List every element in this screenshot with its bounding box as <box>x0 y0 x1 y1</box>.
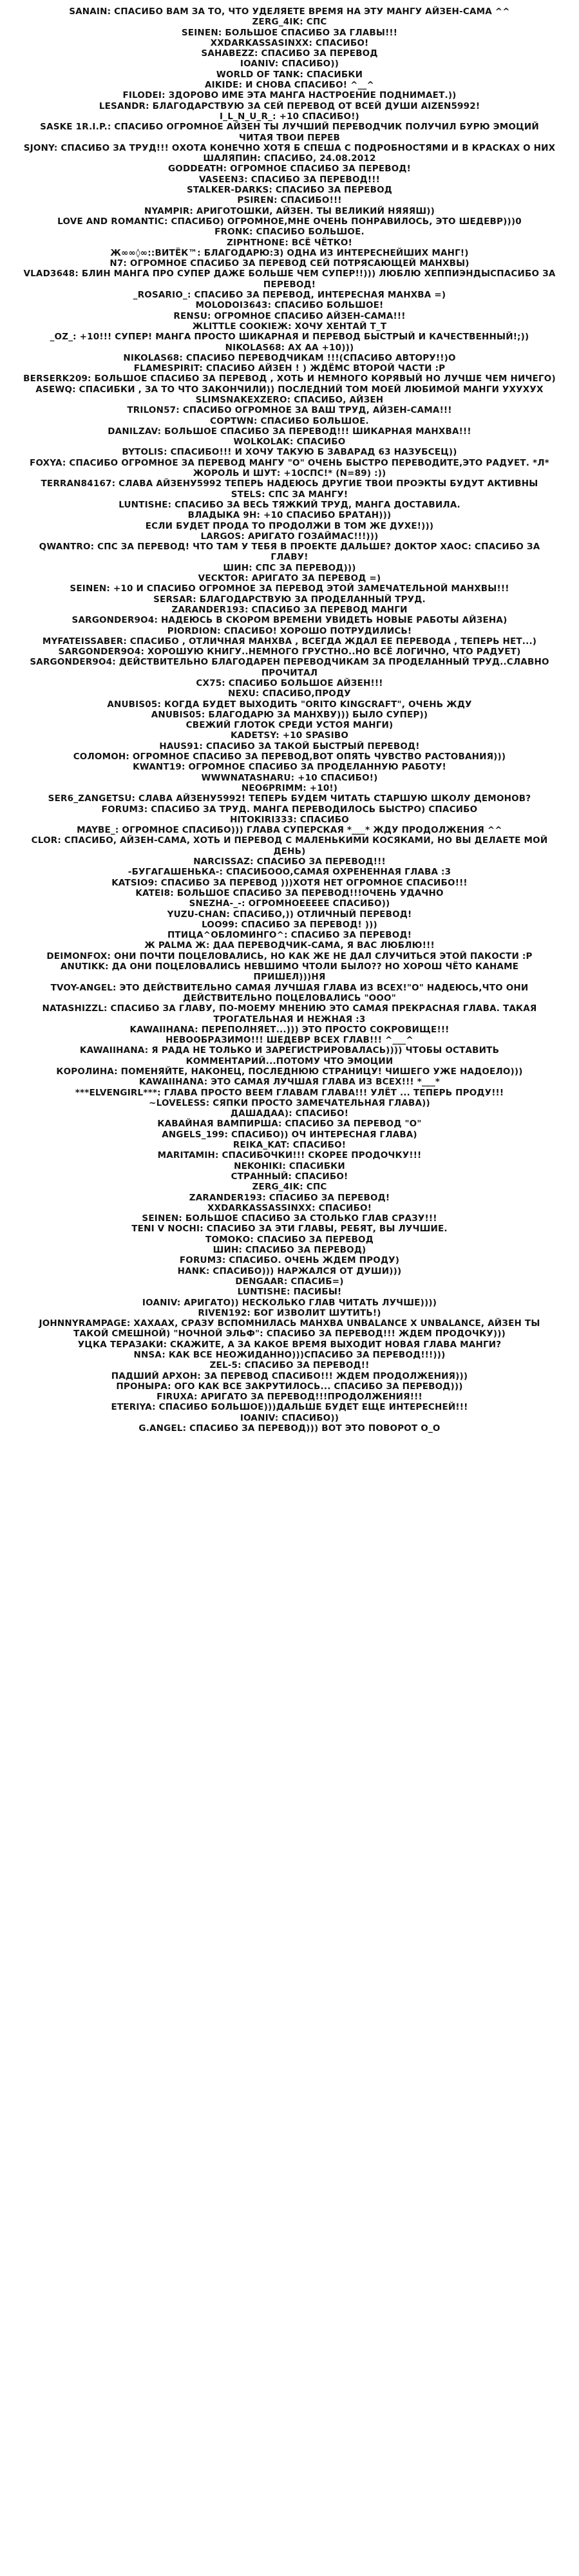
comment-line: SANAIN: СПАСИБО ВАМ ЗА ТО, ЧТО УДЕЛЯЕТЕ ВРЕМЯ НА ЭТУ МАНГУ АЙЗЕН-САМА ^^ <box>69 6 510 17</box>
comment-line: XXDARKASSASINXX: СПАСИБО! <box>210 37 369 48</box>
comment-line: DENGAAR: СПАСИБ=) <box>235 1276 344 1287</box>
comment-line: SEINEN: БОЛЬШОЕ СПАСИБО ЗА СТОЛЬКО ГЛАВ СРАЗУ!!! <box>142 1213 437 1224</box>
comment-line: REIKA_KAT: СПАСИБО! <box>233 1140 346 1151</box>
comment-line: ***ELVENGIRL***: ГЛАВА ПРОСТО ВЕЕМ ГЛАВАМ ГЛАВА!!! УЛЁТ ... ТЕПЕРЬ ПРОДУ!!! <box>75 1087 504 1098</box>
comment-line: SEINEN: +10 И СПАСИБО ОГРОМНОЕ ЗА ПЕРЕВОД ЭТОЙ ЗАМЕЧАТЕЛЬНОЙ МАНХВЫ!!! <box>70 583 509 594</box>
comment-line: ПАДШИЙ АРХОН: ЗА ПЕРЕВОД СПАСИБО!!! ЖДЕМ ПРОДОЛЖЕНИЯ))) <box>111 1370 468 1381</box>
comment-line: WORLD OF TANK: СПАСИБКИ <box>216 69 363 80</box>
comment-line: MOLODOI3643: СПАСИБО БОЛЬШОЕ! <box>195 300 384 311</box>
comment-line: FORUM3: СПАСИБО. ОЧЕНЬ ЖДЕМ ПРОДУ) <box>179 1255 400 1266</box>
comment-line: NARCISSAZ: СПАСИБО ЗА ПЕРЕВОД!!! <box>193 857 386 867</box>
comment-line: ШИН: СПС ЗА ПЕРЕВОД))) <box>223 562 356 573</box>
comment-line: ZERG_4IK: СПС <box>252 1182 327 1193</box>
comment-line: IOANIV: СПАСИБО)) <box>240 59 339 70</box>
comment-line: LOVE AND ROMANTIC: СПАСИБО) ОГРОМНОЕ,МНЕ ОЧЕНЬ ПОНРАВИЛОСЬ, ЭТО ШЕДЕВР)))0 <box>57 216 522 227</box>
comment-line: Ж PALMA Ж: ДАА ПЕРЕВОДЧИК-САМА, Я ВАС ЛЮБЛЮ!!! <box>144 940 435 951</box>
comment-line: XXDARKASSASSINXX: СПАСИБО! <box>207 1202 372 1213</box>
comment-line: KADETSY: +10 SPASIBO <box>230 730 349 741</box>
comment-line: NEO6PRIMM: +10!) <box>241 782 338 793</box>
comment-line: НЕВООБРАЗИМО!!! ШЕДЕВР ВСЕХ ГЛАВ!!! ^___^ <box>166 1035 413 1046</box>
comment-line: ETERIYA: СПАСИБО БОЛЬШОЕ)))ДАЛЬШЕ БУДЕТ ЕЩЕ ИНТЕРЕСНЕЙ!!! <box>111 1402 468 1413</box>
comment-line: ДАШАДАА): СПАСИБО! <box>230 1108 349 1119</box>
comment-line: TENI V NOCHI: СПАСИБО ЗА ЭТИ ГЛАВЫ, РЕБЯТ, ВЫ ЛУЧШИЕ. <box>131 1224 448 1235</box>
comment-line: NEXU: СПАСИБО,ПРОДУ <box>228 688 351 699</box>
comment-line: ZARANDER193: СПАСИБО ЗА ПЕРЕВОД! <box>189 1192 390 1203</box>
comment-line: JOHNNYRAMPAGE: ХАХААХ, СРАЗУ ВСПОМНИЛАСЬ МАНХВА UNBALANCE X UNBALANCE, АЙЗЕН ТЫ ТАКОЙ СМЕШНОЙ) "НОЧНОЙ ЭЛЬФ": СПАСИБО ЗА ПЕРЕВОД!!! ЖДЕМ ПРОДОЧКУ))) <box>39 1318 544 1340</box>
comment-line: ZEL-5: СПАСИБО ЗА ПЕРЕВОД!! <box>209 1360 370 1371</box>
comment-line: VECKTOR: АРИГАТО ЗА ПЕРЕВОД =) <box>198 573 381 584</box>
comment-line: LARGOS: АРИГАТО ГОЗАЙМАС!!!))) <box>200 531 379 542</box>
comment-line: STALKER-DARKS: СПАСИБО ЗА ПЕРЕВОД <box>186 185 393 196</box>
comment-line: VLAD3648: БЛИН МАНГА ПРО СУПЕР ДАЖЕ БОЛЬШЕ ЧЕМ СУПЕР!!))) ЛЮБЛЮ ХЕППИЭНДЫСПАСИБО ЗА ПЕРЕВОД! <box>23 269 559 290</box>
comment-line: NIKOLAS68: СПАСИБО ПЕРЕВОДЧИКАМ !!!(СПАСИБО АВТОРУ!!)О <box>123 352 456 363</box>
comment-line: HITOKIRI333: СПАСИБО <box>230 814 349 825</box>
comment-line: GODDEATH: ОГРОМНОЕ СПАСИБО ЗА ПЕРЕВОД! <box>167 164 412 175</box>
comment-line: ПРОНЫРА: ОГО КАК ВСЕ ЗАКРУТИЛОСЬ... СПАСИБО ЗА ПЕРЕВОД))) <box>116 1381 463 1392</box>
comment-line: PSIREN: СПАСИБО!!! <box>237 195 342 206</box>
comment-line: G.ANGEL: СПАСИБО ЗА ПЕРЕВОД))) ВОТ ЭТО ПОВОРОТ О_О <box>138 1423 441 1434</box>
comment-line: DANILZAV: БОЛЬШОЕ СПАСИБО ЗА ПЕРЕВОД!!! ШИКАРНАЯ МАНХВА!!! <box>108 426 471 437</box>
comment-line: PIORDION: СПАСИБО! ХОРОШО ПОТРУДИЛИСЬ! <box>167 625 412 636</box>
comment-line: WWWNATASHARU: +10 СПАСИБО!) <box>201 772 378 783</box>
comment-line: SNEZHA-_-: ОГРОМНОЕЕЕЕЕ СПАСИБО)) <box>189 898 390 909</box>
comment-line: MARITAMIH: СПАСИБОЧКИ!!! СКОРЕЕ ПРОДОЧКУ!!! <box>157 1150 422 1161</box>
comment-line: KAWAIIHANA: ПЕРЕПОЛНЯЕТ...))) ЭТО ПРОСТО СОКРОВИЩЕ!!! <box>129 1024 450 1035</box>
comment-list <box>23 6 559 1434</box>
comment-line: ZIPHTHONE: ВСЁ ЧЁТКО! <box>227 237 352 248</box>
comment-line: CLOR: СПАСИБО, АЙЗЕН-САМА, ХОТЬ И ПЕРЕВОД С МАЛЕНЬКИМИ КОСЯКАМИ, НО ВЫ ДЕЛАЕТЕ МОЙ ДЕНЬ) <box>31 835 551 857</box>
comment-line: RIVEN192: БОГ ИЗВОЛИТ ШУТИТЬ!) <box>198 1307 381 1318</box>
comment-line: ШИН: СПАСИБО ЗА ПЕРЕВОД) <box>213 1245 366 1256</box>
comment-line: FRONK: СПАСИБО БОЛЬШОЕ. <box>214 227 365 238</box>
comment-line: FIRUXA: АРИГАТО ЗА ПЕРЕВОД!!!ПРОДОЛЖЕНИЯ!!! <box>157 1392 422 1403</box>
comment-line: FOXYA: СПАСИБО ОГРОМНОЕ ЗА ПЕРЕВОД МАНГУ "О" ОЧЕНЬ БЫСТРО ПЕРЕВОДИТЕ,ЭТО РАДУЕТ. *Л* <box>30 457 549 468</box>
comment-line: I_L_N_U_R_: +10 СПАСИБО!) <box>220 111 359 122</box>
comment-line: FORUM3: СПАСИБО ЗА ТРУД. МАНГА ПЕРЕВОДИЛОСЬ БЫСТРО) СПАСИБО <box>101 804 478 815</box>
comment-line: СВЕЖИЙ ГЛОТОК СРЕДИ УСТОЯ МАНГИ) <box>185 720 394 731</box>
comment-line: -БУГАГАШЕНЬКА-: СПАСИБООО,САМАЯ ОХРЕНЕННАЯ ГЛАВА :3 <box>128 867 451 878</box>
comment-line: SAHABEZZ: СПАСИБО ЗА ПЕРЕВОД <box>201 48 378 59</box>
comment-line: VASEEN3: СПАСИБО ЗА ПЕРЕВОД!!! <box>199 174 380 185</box>
comment-line: WOLKOLAK: СПАСИБО <box>233 437 346 448</box>
comment-line: NATASHIZZL: СПАСИБО ЗА ГЛАВУ, ПО-МОЕМУ МНЕНИЮ ЭТО САМАЯ ПРЕКРАСНАЯ ГЛАВА. ТАКАЯ ТРОГАТЕЛЬНАЯ И НЕЖНАЯ :3 <box>42 1003 540 1025</box>
comment-line: TERRAN84167: СЛАВА АЙЗЕНУ5992 ТЕПЕРЬ НАДЕЮСЬ ДРУГИЕ ТВОИ ПРОЭКТЫ БУДУТ АКТИВНЫ <box>41 478 538 489</box>
comment-line: RENSU: ОГРОМНОЕ СПАСИБО АЙЗЕН-САМА!!! <box>173 310 406 321</box>
comment-line: DEIMONFOX: ОНИ ПОЧТИ ПОЦЕЛОВАЛИСЬ, НО КАК ЖЕ НЕ ДАЛ СЛУЧИТЬСЯ ЭТОЙ ПАКОСТИ :Р <box>46 951 533 961</box>
comment-line: СТРАННЫЙ: СПАСИБО! <box>231 1171 348 1182</box>
comment-line: ТОМОКО: СПАСИБО ЗА ПЕРЕВОД <box>205 1234 374 1245</box>
comment-line: СОЛОМОН: ОГРОМНОЕ СПАСИБО ЗА ПЕРЕВОД,ВОТ ОПЯТЬ ЧУВСТВО РАСТОВАНИЯ))) <box>73 752 506 762</box>
comment-line: ASEWQ: СПАСИБКИ , ЗА ТО ЧТО ЗАКОНЧИЛИ)) ПОСЛЕДНИЙ ТОМ МОЕЙ ЛЮБИМОЙ МАНГИ УХУХУХ <box>35 384 544 395</box>
comment-line: LUNTISHE: СПАСИБО ЗА ВЕСЬ ТЯЖКИЙ ТРУД, МАНГА ДОСТАВИЛА. <box>119 499 460 510</box>
comment-line: ЖОРОЛЬ И ШУТ: +10СПС!* (N=89) :)) <box>193 468 386 479</box>
comment-line: BERSERK209: БОЛЬШОЕ СПАСИБО ЗА ПЕРЕВОД , ХОТЬ И НЕМНОГО КОРЯВЫЙ НО ЛУЧШЕ ЧЕМ НИЧЕГО) <box>23 374 556 384</box>
comment-line: KATSIO9: СПАСИБО ЗА ПЕРЕВОД )))ХОТЯ НЕТ ОГРОМНОЕ СПАСИБО!!! <box>111 877 468 888</box>
comment-line: ANUBIS05: БЛАГОДАРЮ ЗА МАНХВУ))) БЫЛО СУПЕР)) <box>151 709 428 720</box>
comment-line: ANGELS_199: СПАСИБО)) ОЧ ИНТЕРЕСНАЯ ГЛАВА) <box>162 1129 417 1140</box>
comment-line: КАВАЙНАЯ ВАМПИРША: СПАСИБО ЗА ПЕРЕВОД "О" <box>157 1119 422 1130</box>
comment-line: КОРОЛИНА: ПОМЕНЯЙТЕ, НАКОНЕЦ, ПОСЛЕДНЮЮ СТРАНИЦУ! ЧИШЕГО УЖЕ НАДОЕЛО))) <box>56 1066 523 1077</box>
comment-line: KATEI8: БОЛЬШОЕ СПАСИБО ЗА ПЕРЕВОД!!!ОЧЕНЬ УДАЧНО <box>135 887 444 898</box>
comment-line: NYAMPIR: АРИГОТОШКИ, АЙЗЕН. ТЫ ВЕЛИКИЙ НЯЯЯШ)) <box>144 205 435 216</box>
comment-line: ШАЛЯПИН: СПАСИБО, 24.08.2012 <box>203 153 376 164</box>
comment-line: HANK: СПАСИБО))) НАРЖАЛСЯ ОТ ДУШИ))) <box>177 1265 402 1276</box>
comment-line: SER6_ZANGETSU: СЛАВА АЙЗЕНУ5992! ТЕПЕРЬ БУДЕМ ЧИТАТЬ СТАРШУЮ ШКОЛУ ДЕМОНОВ? <box>48 793 531 804</box>
comment-line: ЖLITTLE COOKIEЖ: ХОЧУ ХЕНТАЙ Т_Т <box>192 321 387 332</box>
comment-line: MYFATEISSABER: СПАСИБО , ОТЛИЧНАЯ МАНХВА , ВСЕГДА ЖДАЛ ЕЕ ПЕРЕВОДА , ТЕПЕРЬ НЕТ...) <box>42 636 537 647</box>
comment-line: FILODEI: ЗДОРОВО ИМЕ ЭТА МАНГА НАСТРОЕНИЕ ПОДНИМАЕТ.)) <box>122 90 457 101</box>
comment-line: NNSA: КАК ВСЕ НЕОЖИДАННО)))СПАСИБО ЗА ПЕРЕВОД!!!))) <box>133 1350 446 1360</box>
comment-line: KAWAIIHANA: Я РАДА НЕ ТОЛЬКО И ЗАРЕГИСТРИРОВАЛАСЬ)))) ЧТОБЫ ОСТАВИТЬ КОММЕНТАРИЙ...ПОТОМУ ЧТО ЭМОЦИИ <box>79 1045 502 1066</box>
comment-line: SEINEN: БОЛЬШОЕ СПАСИБО ЗА ГЛАВЫ!!! <box>181 27 398 38</box>
comment-line: COPTWN: СПАСИБО БОЛЬШОЕ. <box>210 415 369 426</box>
comment-line: SASKE 1R.I.P.: СПАСИБО ОГРОМНОЕ АЙЗЕН ТЫ ЛУЧШИЙ ПЕРЕВОДЧИК ПОЛУЧИЛ БУРЮ ЭМОЦИЙ ЧИТАЯ ТВОИ ПЕРЕВ <box>40 122 542 143</box>
comment-line: LOO99: СПАСИБО ЗА ПЕРЕВОД! ))) <box>202 919 377 930</box>
comment-line: NEKOHIKI: СПАСИБКИ <box>234 1160 345 1171</box>
comment-line: TVOY-ANGEL: ЭТО ДЕЙСТВИТЕЛЬНО САМАЯ ЛУЧШАЯ ГЛАВА ИЗ ВСЕХ!"О" НАДЕЮСЬ,ЧТО ОНИ ДЕЙСТВИТЕЛЬНО ПОЦЕЛОВАЛИСЬ "ООО" <box>50 982 532 1003</box>
comment-line: ZERG_4IK: СПС <box>252 17 327 28</box>
comment-line: LUNTISHE: ПАСИБЫ! <box>237 1287 342 1298</box>
comment-line: BYTOLIS: СПАСИБО!!! И ХОЧУ ТАКУЮ Б ЗАВАРАД 63 НАЗУБСЕЦ)) <box>122 447 457 458</box>
comment-line: AIKIDE: И СНОВА СПАСИБО! ^__^ <box>204 80 374 91</box>
comment-line: MAYBE_: ОГРОМНОЕ СПАСИБО))) ГЛАВА СУПЕРСКАЯ *___* ЖДУ ПРОДОЛЖЕНИЯ ^^ <box>77 825 502 836</box>
comment-line: ПТИЦА^ОБЛОМИНГО^: СПАСИБО ЗА ПЕРЕВОД! <box>167 930 412 941</box>
comment-line: N7: ОГРОМНОЕ СПАСИБО ЗА ПЕРЕВОД СЕЙ ПОТРЯСАЮЩЕЙ МАНХВЫ) <box>109 258 470 269</box>
comment-line: CX75: СПАСИБО БОЛЬШОЕ АЙЗЕН!!! <box>196 678 383 688</box>
comment-line: SARGONDER9O4: ХОРОШУЮ КНИГУ..НЕМНОГО ГРУСТНО..НО ВСЁ ЛОГИЧНО, ЧТО РАДУЕТ) <box>58 647 521 658</box>
comment-line: SLIMSNAKEXZERO: СПАСИБО, АЙЗЕН <box>195 394 384 405</box>
comment-line: SARGONDER9O4: ДЕЙСТВИТЕЛЬНО БЛАГОДАРЕН ПЕРЕВОДЧИКАМ ЗА ПРОДЕЛАННЫЙ ТРУД..СЛАВНО ПРОЧИТАЛ <box>30 657 553 678</box>
comment-line: SERSAR: БЛАГОДАРСТВУЮ ЗА ПРОДЕЛАННЫЙ ТРУД. <box>153 594 426 605</box>
comment-line: Ж∞∞◊∞::ВИТЁК™: БЛАГОДАРЮ:З) ОДНА ИЗ ИНТЕРЕСНЕЙШИХ МАНГ!) <box>110 247 469 258</box>
comment-line: QWANTRO: СПС ЗА ПЕРЕВОД! ЧТО ТАМ У ТЕБЯ В ПРОЕКТЕ ДАЛЬШЕ? ДОКТОР ХАОС: СПАСИБО ЗА ГЛАВУ! <box>39 542 544 563</box>
comment-line: ANUBIS05: КОГДА БУДЕТ ВЫХОДИТЬ "ORITO KINGCRAFT", ОЧЕНЬ ЖДУ <box>107 699 472 710</box>
comment-line: ANUTIKK: ДА ОНИ ПОЦЕЛОВАЛИСЬ НЕВШИМО ЧТОЛИ БЫЛО?? НО ХОРОШ ЧЁТО КАНАМЕ ПРИШЕЛ)))НЯ <box>60 961 522 983</box>
comment-line: УЦКА ТЕРАЗАКИ: СКАЖИТЕ, А ЗА КАКОЕ ВРЕМЯ ВЫХОДИТ НОВАЯ ГЛАВА МАНГИ? <box>77 1339 502 1350</box>
comment-line: SARGONDER9O4: НАДЕЮСЬ В СКОРОМ ВРЕМЕНИ УВИДЕТЬ НОВЫЕ РАБОТЫ АЙЗЕНА) <box>71 615 508 626</box>
comment-line: YUZU-CHAN: СПАСИБО,)) ОТЛИЧНЫЙ ПЕРЕВОД! <box>167 909 412 920</box>
comment-line: KAWAIIHANA: ЭТО САМАЯ ЛУЧШАЯ ГЛАВА ИЗ ВСЕХ!!! *___* <box>138 1077 441 1088</box>
comment-line: LESANDR: БЛАГОДАРСТВУЮ ЗА СЕЙ ПЕРЕВОД ОТ ВСЕЙ ДУШИ AIZEN5992! <box>99 100 480 111</box>
comment-line: _ROSARIO_: СПАСИБО ЗА ПЕРЕВОД, ИНТЕРЕСНАЯ МАНХВА =) <box>133 290 446 301</box>
comment-line: ЕСЛИ БУДЕТ ПРОДА ТО ПРОДОЛЖИ В ТОМ ЖЕ ДУХЕ!))) <box>145 520 434 531</box>
comment-line: ZARANDER193: СПАСИБО ЗА ПЕРЕВОД МАНГИ <box>171 604 408 615</box>
comment-line: _OZ_: +10!!! СУПЕР! МАНГА ПРОСТО ШИКАРНАЯ И ПЕРЕВОД БЫСТРЫЙ И КАЧЕСТВЕННЫЙ!;)) <box>50 332 529 343</box>
comment-line: STELS: СПС ЗА МАНГУ! <box>231 489 348 500</box>
comment-line: HAUS91: СПАСИБО ЗА ТАКОЙ БЫСТРЫЙ ПЕРЕВОД! <box>159 741 420 752</box>
comment-line: IOANIV: АРИГАТО)) НЕСКОЛЬКО ГЛАВ ЧИТАТЬ ЛУЧШЕ)))) <box>142 1297 437 1308</box>
comment-line: ВЛАДЫКА 9Н: +10 СПАСИБО БРАТАН))) <box>187 510 392 521</box>
comment-line: KWANT19: ОГРОМНОЕ СПАСИБО ЗА ПРОДЕЛАННУЮ РАБОТУ! <box>133 762 446 773</box>
comment-line: NIKOLAS68: АХ АА +10))) <box>225 342 354 353</box>
comment-line: SJONY: СПАСИБО ЗА ТРУД!!! ОХОТА КОНЕЧНО ХОТЯ Б СПЕША С ПОДРОБНОСТЯМИ И В КРАСКАХ О НИХ <box>23 142 556 153</box>
comment-line: IOANIV: СПАСИБО)) <box>240 1412 339 1423</box>
comment-line: FLAMESPIRIT: СПАСИБО АЙЗЕН ! ) ЖДЁМС ВТОРОЙ ЧАСТИ :Р <box>133 363 446 374</box>
comment-line: ~LOVELESS: СЯПКИ ПРОСТО ЗАМЕЧАТЕЛЬНАЯ ГЛАВА)) <box>149 1097 430 1108</box>
comment-line: TRILON57: СПАСИБО ОГРОМНОЕ ЗА ВАШ ТРУД, АЙЗЕН-САМА!!! <box>127 405 452 416</box>
